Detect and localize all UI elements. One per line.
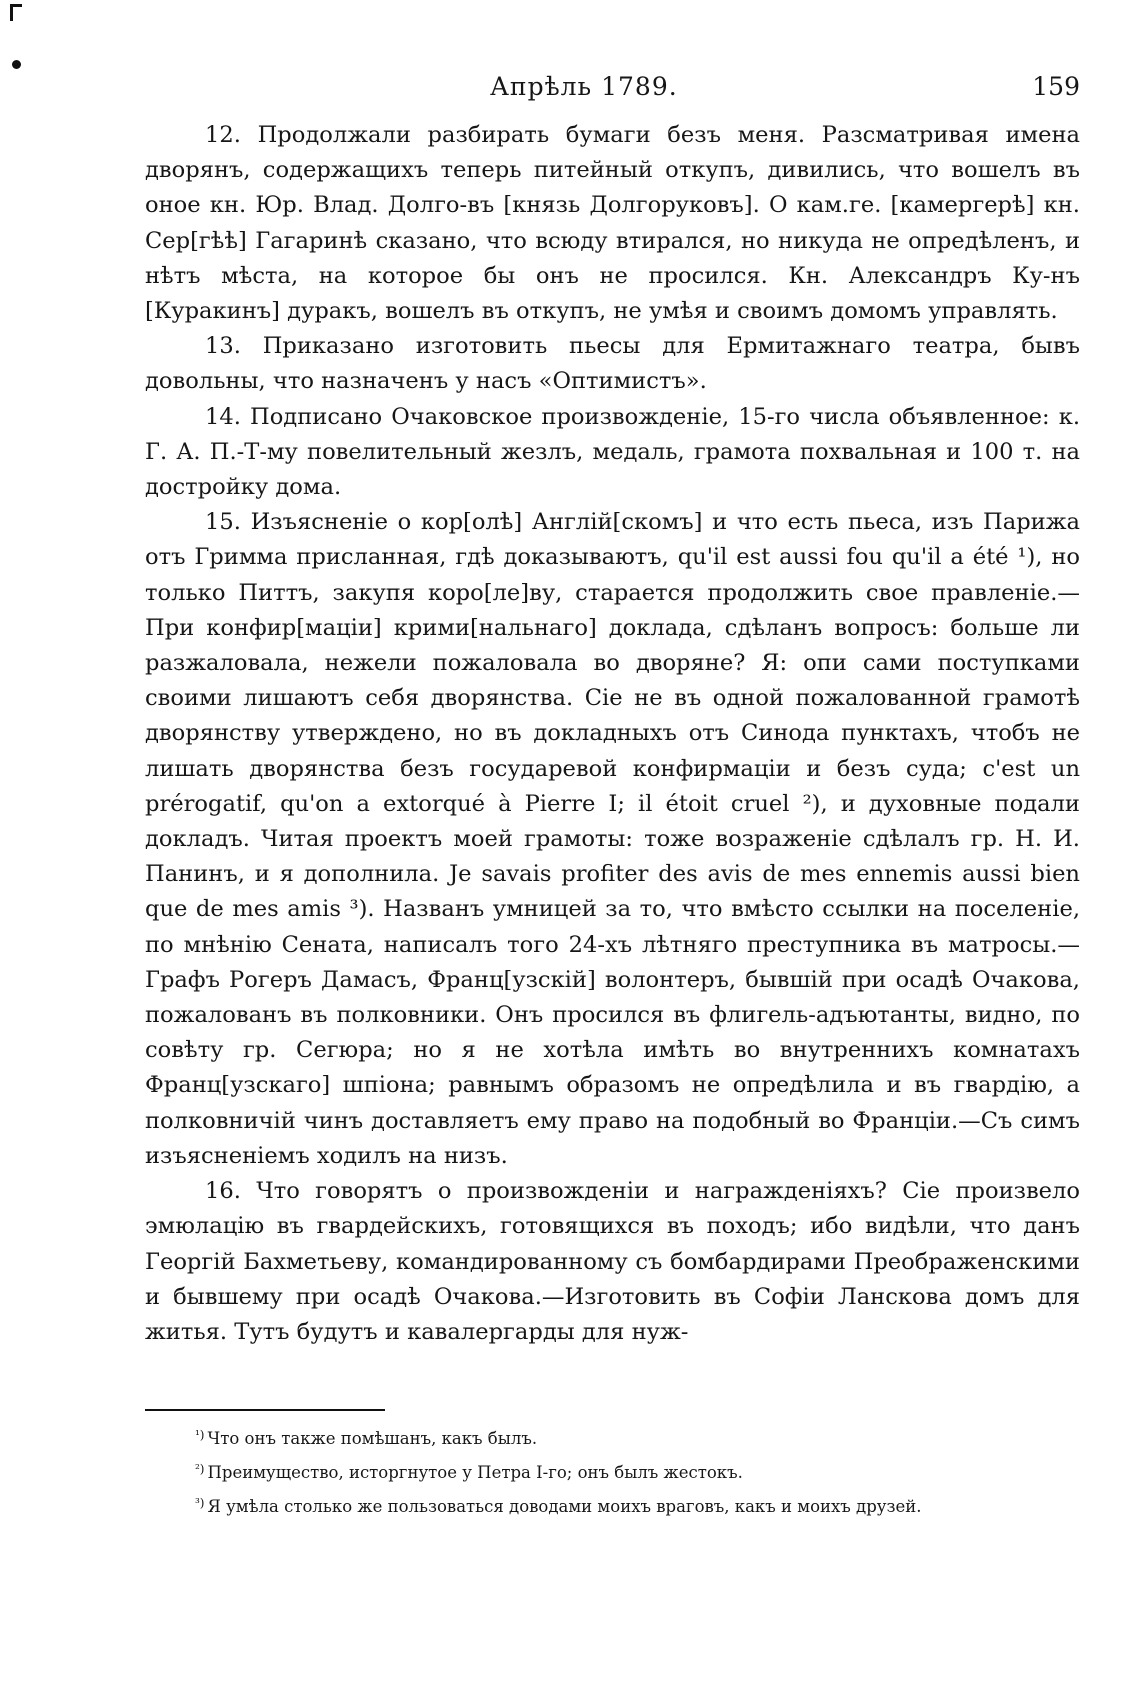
footnote-divider [145, 1409, 385, 1411]
paragraph-15: 15. Изъясненіе о кор[олѣ] Англій[скомъ] и что есть пьеса, изъ Парижа отъ Гримма присланная, гдѣ доказываютъ, qu'il est aussi fou qu'il a été ¹), но только Питтъ, закупя коро[ле]ву, старается продолжить свое правленіе.—При конфир[маціи] крими[нальнаго] доклада, сдѣланъ вопросъ: больше ли разжаловала, нежели пожаловала во дворяне? Я: опи сами поступками своими лишаютъ себя дворянства. Сіе не въ одной пожалованной грамотѣ дворянству утверждено, но въ докладныхъ отъ Синода пунктахъ, чтобъ не лишать дворянства безъ государевой конфирмаціи и безъ суда; c'est un prérogatif, qu'on a extorqué à Pierre I; il étoit cruel ²), и духовные подали докладъ. Читая проектъ моей грамоты: тоже возраженіе сдѣлалъ гр. Н. И. Панинъ, и я дополнила. Je savais profiter des avis de mes ennemis aussi bien que de mes amis ³). Названъ умницей за то, что вмѣсто ссылки на поселеніе, по мнѣнію Сената, написалъ того 24-хъ лѣтняго преступника въ матросы.—Графъ Рогеръ Дамасъ, Франц[узскій] волонтеръ, бывшій при осадѣ Очакова, пожалованъ въ полковники. Онъ просился въ флигель-адъютанты, видно, по совѣту гр. Сегюра; но я не хотѣла имѣть во внутреннихъ комнатахъ Франц[узскаго] шпіона; равнымъ образомъ не опредѣлила и въ гвардію, а полковничій чинъ доставляетъ ему право на подобный во Франціи.—Съ симъ изъясненіемъ ходилъ на низъ. [145, 509, 1080, 1169]
paragraph-12: 12. Продолжали разбирать бумаги безъ меня. Разсматривая имена дворянъ, содержащихъ теперь питейный откупъ, дивились, что вошелъ въ оное кн. Юр. Влад. Долго-въ [князь Долгоруковъ]. О кам.ге. [камергерѣ] кн. Сер[гѣѣ] Гагаринѣ сказано, что всюду втирался, но никуда не опредѣленъ, и нѣтъ мѣста, на которое бы онъ не просился. Кн. Александръ Ку-нъ [Куракинъ] дуракъ, вошелъ въ откупъ, не умѣя и своимъ домомъ управлять. [145, 122, 1080, 325]
running-head: Апрѣль 1789. [490, 72, 678, 101]
footnote-1 [195, 1420, 1085, 1454]
footnote-3-mark: ³) [195, 1496, 205, 1510]
paragraph-13: 13. Приказано изготовить пьесы для Ермитажнаго театра, бывъ довольны, что назначенъ у насъ «Оптимистъ». [145, 333, 1080, 395]
footnote-1-text: Что онъ также помѣшанъ, какъ былъ. [207, 1429, 538, 1448]
footnote-2 [195, 1454, 1085, 1488]
footnote-3-text: Я умѣла столько же пользоваться доводами моихъ враговъ, какъ и моихъ друзей. [207, 1497, 922, 1516]
main-text [145, 118, 1080, 1350]
page-header [145, 72, 1080, 112]
page-number: 159 [1032, 72, 1080, 101]
footnote-1-mark: ¹) [195, 1428, 205, 1442]
footnote-3 [195, 1488, 1085, 1522]
corner-crop-mark [10, 4, 22, 21]
footnotes [195, 1420, 1085, 1522]
paragraph-14: 14. Подписано Очаковское произвожденіе, 15-го числа объявленное: к. Г. А. П.-Т-му повелительный жезлъ, медаль, грамота похвальная и 100 т. на достройку дома. [145, 403, 1080, 501]
footnote-2-mark: ²) [195, 1462, 205, 1476]
footnote-2-text: Преимущество, исторгнутое у Петра I-го; онъ былъ жестокъ. [207, 1463, 743, 1482]
margin-ink-dot [12, 60, 21, 69]
paragraph-16: 16. Что говорятъ о произвожденіи и награжденіяхъ? Сіе произвело эмюлацію въ гвардейскихъ, готовящихся въ походъ; ибо видѣли, что данъ Георгій Бахметьеву, командированному съ бомбардирами Преображенскими и бывшему при осадѣ Очакова.—Изготовить въ Софіи Ланскова домъ для житья. Тутъ будутъ и кавалергарды для нуж- [145, 1178, 1080, 1345]
